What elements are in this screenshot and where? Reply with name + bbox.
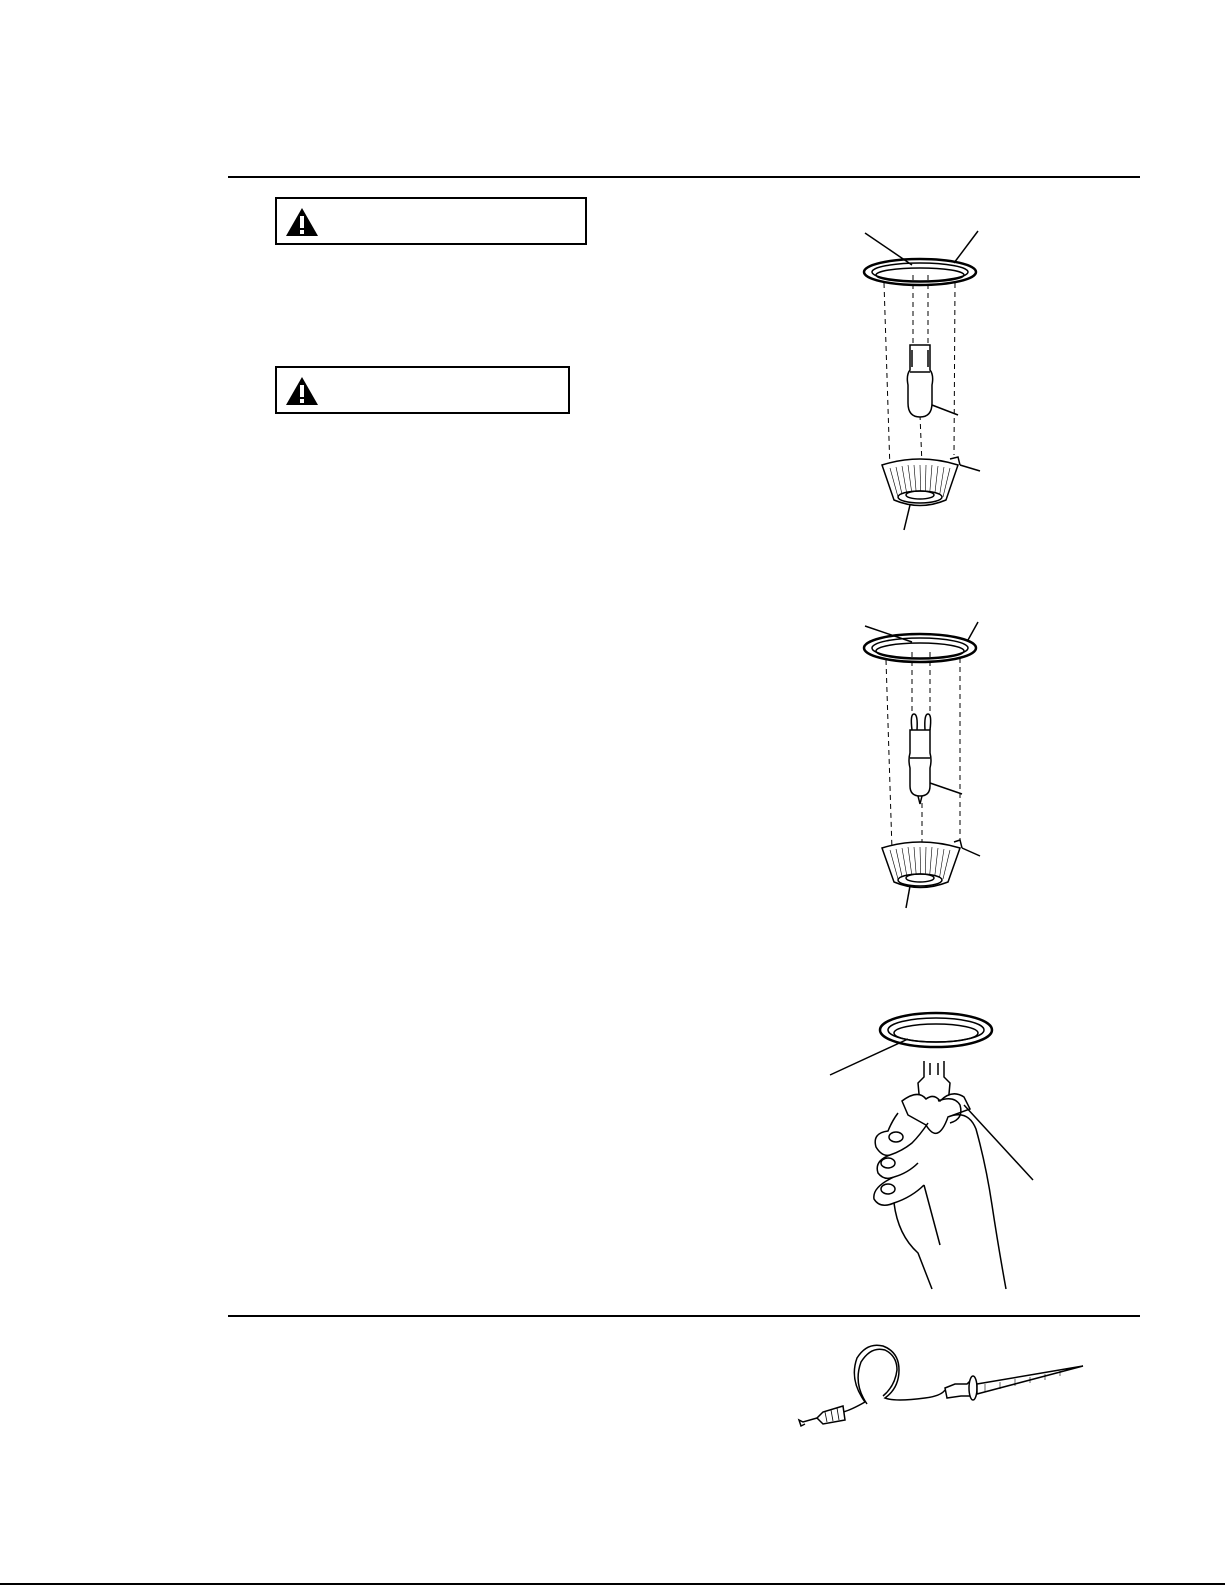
warning-box-1 [275,197,587,245]
warning-triangle-icon [285,376,319,406]
warning-box-2 [275,366,570,414]
section-rule-top [228,176,1140,178]
light-assembly-exploded-view-2 [850,618,990,913]
light-assembly-exploded-view-1 [850,225,990,535]
warning-triangle-icon [285,207,319,237]
section-rule-middle [228,1315,1140,1317]
temperature-probe [795,1340,1085,1435]
bulb-replacement-hand-view [828,1005,1043,1290]
